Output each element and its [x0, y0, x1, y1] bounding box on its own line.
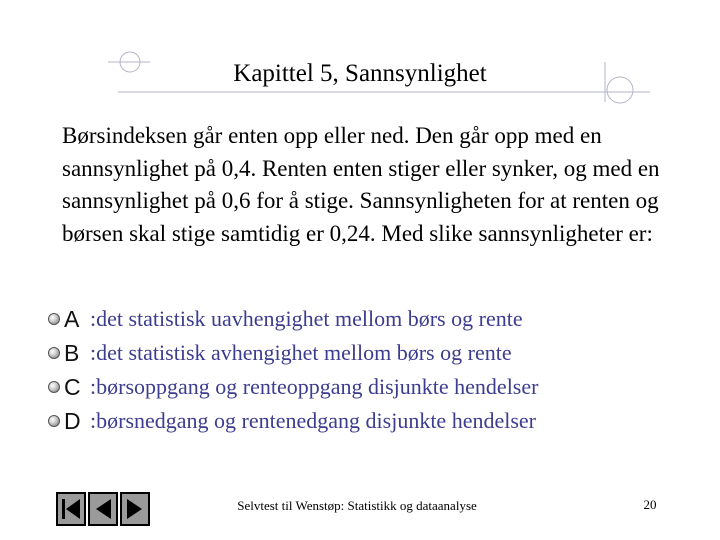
option-a[interactable] — [48, 302, 538, 336]
option-letter: D — [64, 407, 81, 434]
option-d[interactable] — [48, 404, 538, 438]
first-slide-icon — [60, 496, 82, 522]
question-text: Børsindeksen går enten opp eller ned. Den går opp med en sannsynlighet på 0,4. Renten enten stiger eller synker, og med en sannsynlighet på 0,6 for å stige. Sannsynligheten for at renten og børsen skal stige samtidig er 0,24. Med slike sannsynligheter er: — [62, 123, 660, 246]
slide-title: Kapittel 5, Sannsynlighet — [233, 60, 487, 87]
option-text: :det statistisk avhengighet mellom børs og rente — [90, 340, 512, 365]
footer-text: Selvtest til Wenstøp: Statistikk og dataanalyse — [237, 498, 477, 513]
option-text: :det statistisk uavhengighet mellom børs og rente — [90, 306, 523, 331]
option-letter: A — [64, 305, 80, 332]
page-number: 20 — [643, 497, 657, 512]
bullet-icon — [48, 313, 60, 325]
answer-options — [48, 302, 538, 438]
slide-navigation — [56, 492, 150, 526]
option-c[interactable] — [48, 370, 538, 404]
bullet-icon — [48, 381, 60, 393]
option-letter: C — [64, 373, 81, 400]
bullet-icon — [48, 415, 60, 427]
next-slide-icon — [124, 496, 146, 522]
previous-slide-button[interactable] — [88, 492, 118, 526]
previous-slide-icon — [92, 496, 114, 522]
option-text: :børsoppgang og renteoppgang disjunkte hendelser — [90, 374, 539, 399]
bullet-icon — [48, 347, 60, 359]
option-letter: B — [64, 339, 80, 366]
next-slide-button[interactable] — [120, 492, 150, 526]
option-b[interactable] — [48, 336, 538, 370]
option-text: :børsnedgang og rentenedgang disjunkte hendelser — [90, 408, 536, 433]
first-slide-button[interactable] — [56, 492, 86, 526]
